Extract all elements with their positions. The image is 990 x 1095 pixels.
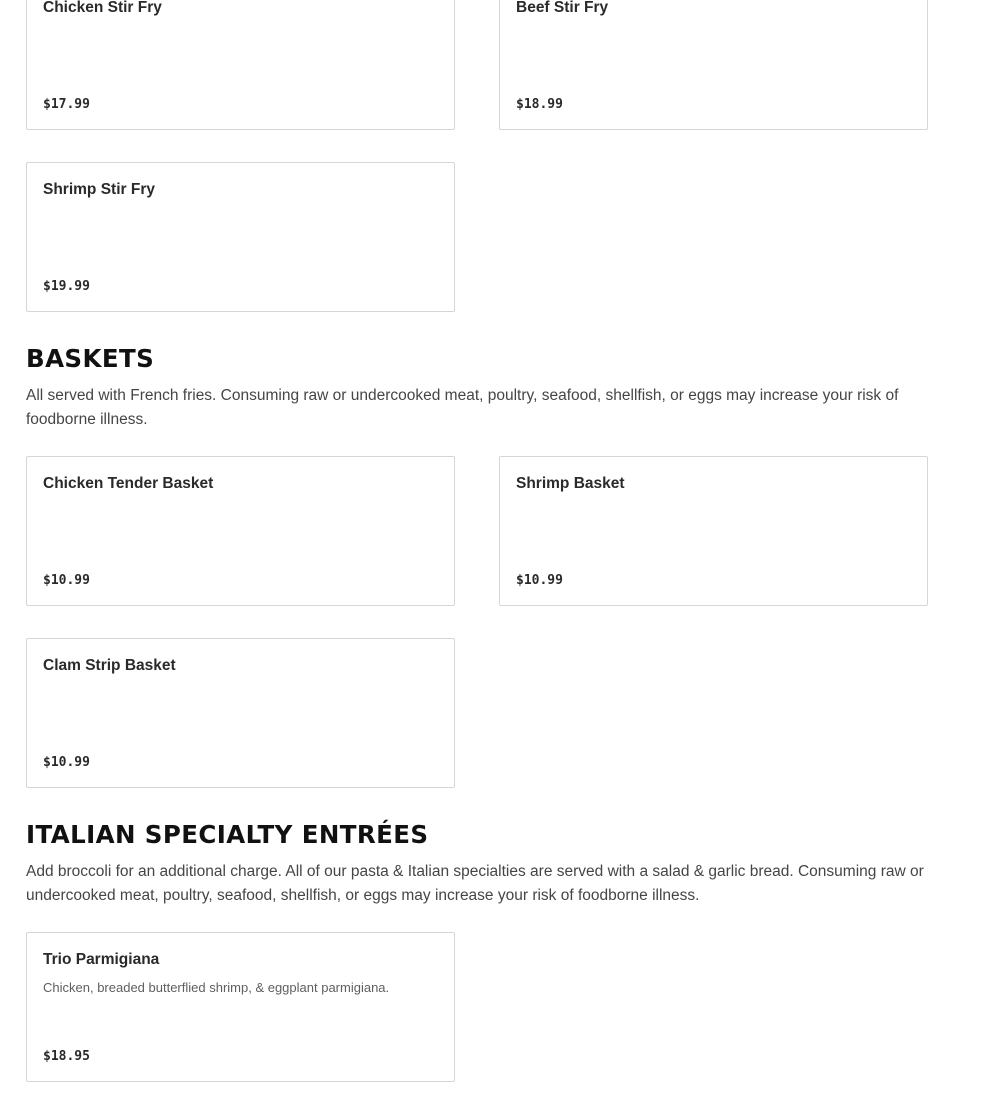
- menu-item-name: Clam Strip Basket: [43, 657, 176, 674]
- menu-item-card[interactable]: [26, 162, 455, 312]
- section-title-italian: ITALIAN SPECIALTY ENTRÉES: [26, 820, 429, 849]
- menu-item-price: $10.99: [43, 755, 90, 770]
- menu-item-card[interactable]: [26, 0, 455, 130]
- menu-item-price: $17.99: [43, 97, 90, 112]
- menu-item-name: Beef Stir Fry: [516, 0, 609, 16]
- menu-item-price: $18.99: [516, 97, 563, 112]
- menu-item-name: Chicken Tender Basket: [43, 475, 214, 492]
- menu-item-price: $10.99: [516, 573, 563, 588]
- menu-item-description: Chicken, breaded butterflied shrimp, & eggplant parmigiana.: [43, 980, 390, 995]
- menu-item-name: Chicken Stir Fry: [43, 0, 162, 16]
- menu-item-name: Shrimp Basket: [516, 475, 625, 492]
- menu-item-card[interactable]: [26, 932, 455, 1082]
- menu-item-name: Shrimp Stir Fry: [43, 181, 155, 198]
- menu-item-price: $18.95: [43, 1049, 90, 1064]
- menu-item-card[interactable]: [26, 638, 455, 788]
- section-note-baskets: All served with French fries. Consuming raw or undercooked meat, poultry, seafood, shellfish, or eggs may increase your risk of foodborne illness.: [26, 387, 899, 428]
- menu-item-price: $19.99: [43, 279, 90, 294]
- menu-item-name: Trio Parmigiana: [43, 951, 160, 968]
- section-title-baskets: BASKETS: [26, 344, 155, 373]
- menu-item-card[interactable]: [499, 0, 928, 130]
- menu-item-card[interactable]: [26, 456, 455, 606]
- section-note-italian: Add broccoli for an additional charge. All of our pasta & Italian specialties are served with a salad & garlic bread. Consuming raw or undercooked meat, poultry, seafood, shellfish, or eggs may increase your risk of foodborne illness.: [26, 863, 924, 904]
- menu-item-card[interactable]: [499, 456, 928, 606]
- menu-item-price: $10.99: [43, 573, 90, 588]
